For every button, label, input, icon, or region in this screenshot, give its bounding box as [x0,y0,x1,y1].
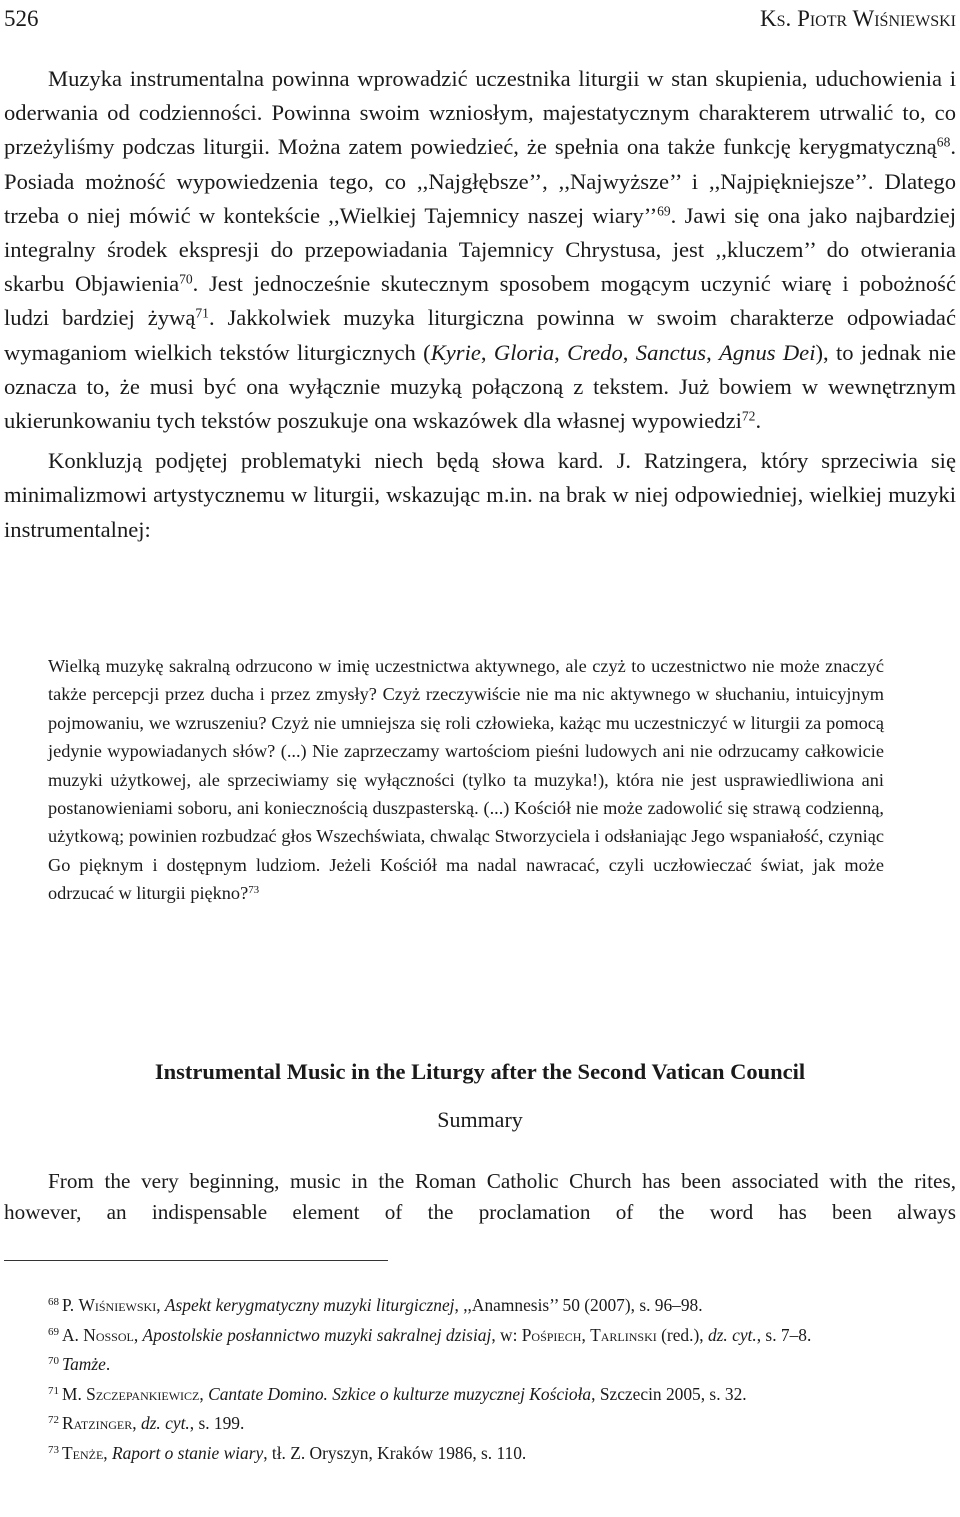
footnote-ref[interactable]: 71 [195,305,209,321]
main-text [4,62,956,553]
paragraph: Konkluzją podjętej problematyki niech będą słowa kard. J. Ratzingera, który sprzeciwia się minimalizmowi artystycznemu w liturgii, wskazując m.in. na brak w niej odpowiedniej, wielkiej muzyki instrumentalnej: [4,448,956,542]
footnote-text: , ,,Anamnesis’’ 50 (2007), s. 96–98. [454,1295,703,1315]
footnote-number: 73 [48,1443,59,1456]
liturgical-text-name: Gloria [493,339,555,365]
page-number: 526 [4,6,39,31]
separator: , [706,339,720,365]
footnote-text: , s. 7–8. [756,1324,812,1345]
text-run: . Jest jednocześnie skutecznym sposobem mogącym uczynić wiarę i pobożność ludzi bardziej żywą [4,271,956,331]
footnote-title: Raport o stanie wiary [111,1442,264,1463]
author-name: Piotr Wiśniewski [797,6,956,31]
footnote-text: . [105,1354,111,1375]
footnote-text: , [132,1413,141,1434]
footnote-author: Nossol [83,1324,134,1345]
summary-subtitle: Summary [437,1107,523,1132]
footnote-ref[interactable]: 72 [741,408,756,424]
footnote-number: 72 [48,1414,59,1427]
footnote-editor: Pośpiech [521,1324,582,1345]
liturgical-text-name: Kyrie [430,339,481,365]
footnote-ref[interactable]: 73 [248,884,260,897]
footnote [4,1321,954,1351]
footnote-text: , Szczecin 2005, s. 32. [591,1383,747,1404]
text-run: . Posiada możność wypowiedzenia tego, co ,,Najgłębsze’’, ,,Najwyższe’’ i ,,Najpiękniejsze’’. Dlatego trzeba o niej mówić w kontekście ,,Wielkiej Tajemnicy naszej wiary’’ [4,134,956,228]
footnote-number: 70 [48,1355,59,1368]
footnote-text: , [103,1442,112,1463]
footnote-author: Ratzinger [62,1413,133,1434]
block-quote [48,652,884,908]
liturgical-text-name: Credo [567,339,623,365]
footnote-text: , [133,1324,143,1345]
footnote-citation: dz. cyt. [707,1324,757,1345]
footnote-author: Szczepankiewicz [86,1383,200,1404]
footnote-text: A. [62,1324,84,1345]
text-run: ), to jednak nie oznacza to, że musi być ona wyłącznie muzyką połączoną z tekstem. Już bowiem w wewnętrznym ukierunkowaniu tych tekstów poszukuje ona wskazówek dla własnej wypowiedzi [4,339,957,434]
footnote-number: 69 [48,1325,59,1338]
footnote-ibid: Tamże [62,1354,106,1375]
footnote [4,1380,954,1410]
running-head-author [760,6,956,32]
text-run: . Jakkolwiek muzyka liturgiczna powinna w swoim charakterze odpowiadać wymaganiom wielkich tekstów liturgicznych ( [4,305,956,365]
footnote-text: (red.), [656,1324,708,1345]
paragraph [4,62,956,438]
footnote-number: 71 [48,1384,59,1397]
footnotes [4,1291,954,1469]
footnote-text: M. [62,1383,87,1404]
footnote-number: 68 [48,1296,59,1308]
footnote-text: , [156,1295,165,1315]
footnote-title: Aspekt kerygmatyczny muzyki liturgicznej [164,1295,455,1315]
footnote-ref[interactable]: 70 [179,271,193,287]
text-run: . Jawi się ona jako najbardziej integralny środek ekspresji do przepowiadania Tajemnicy Chrystusa, jest ,,kluczem’’ do otwierania skarbu Objawienia [4,202,956,297]
summary-paragraph: From the very beginning, music in the Roman Catholic Church has been associated with the rites, however, an indispensable element of the proclamation of the word has been always [4,1169,956,1224]
footnote-author: Tenże [62,1442,104,1463]
separator: , [480,339,494,365]
footnote-text: , s. 199. [189,1413,245,1434]
text-run: . [755,408,762,434]
footnote-editor: Tarlinski [590,1324,657,1345]
footnote-title: Apostolskie posłannictwo muzyki sakralnej dzisiaj [142,1324,492,1345]
separator: , [554,339,568,365]
footnote [4,1291,954,1321]
footnote-ref[interactable]: 68 [936,134,951,150]
summary-title: Instrumental Music in the Liturgy after the Second Vatican Council [154,1059,806,1084]
footnote-text: , tł. Z. Oryszyn, Kraków 1986, s. 110. [263,1442,527,1463]
text-run: Muzyka instrumentalna powinna wprowadzić uczestnika liturgii w stan skupienia, uduchowienia i oderwania od codzienności. Powinna swoim wzniosłym, majestatycznym charakterem utrwalić to, co przeżyliśmy podczas liturgii. Można zatem powiedzieć, że spełnia ona także funkcję kerygmatyczną [4,66,956,160]
separator: , [622,339,636,365]
footnote-text: , [199,1383,209,1404]
quote-text [48,652,884,908]
summary-text [4,1166,956,1228]
footnote-citation: dz. cyt. [140,1413,190,1434]
liturgical-text-name: Sanctus [635,339,707,365]
footnote-text: , [581,1324,591,1345]
quote-body: Wielką muzykę sakralną odrzucono w imię uczestnictwa aktywnego, ale czyż to uczestnictwo nie może znaczyć także percepcji przez ducha i przez zmysły? Czyż rzeczywiście nie ma nic aktywnego w słuchaniu, intuicyjnym pojmowaniu, we wzruszeniu? Czyż nie umniejsza się roli człowieka, każąc mu uczestniczyć w liturgii za pomocą jedynie wypowiadanych słów? (...) Nie zaprzeczamy wartościom pieśni ludowych ani nie odrzucamy całkowicie muzyki użytkowej, ale sprzeciwiamy się wyłączności (tylko ta muzyka!), która nie jest usprawiedliwiona ani postanowieniami soboru, ani koniecznością duszpasterską. (...) Kościół nie może zadowolić się strawą codzienną, użytkową; powinien rozbudzać głos Wszechświata, chwaląc Stworzyciela i odsłaniając Jego wspaniałość, czyniąc Go pięknym i dostępnym ludziom. Jeżeli Kościół ma nadal nawracać, czyli uczłowieczać świat, jak może odrzucać w liturgii piękno? [48,656,884,904]
footnote-title: Cantate Domino. Szkice o kulturze muzycznej Kościoła [208,1383,592,1404]
footnote-divider [4,1260,388,1261]
footnote-author: Wiśniewski [78,1295,157,1315]
footnote-ref[interactable]: 69 [657,203,671,219]
liturgical-text-name: Agnus Dei [719,339,816,365]
footnote [4,1409,954,1439]
author-prefix: Ks. [760,6,798,31]
footnote-text: P. [62,1295,79,1315]
footnote [4,1439,954,1469]
footnote [4,1350,954,1380]
footnote-text: , w: [491,1324,522,1345]
running-header [4,6,956,36]
